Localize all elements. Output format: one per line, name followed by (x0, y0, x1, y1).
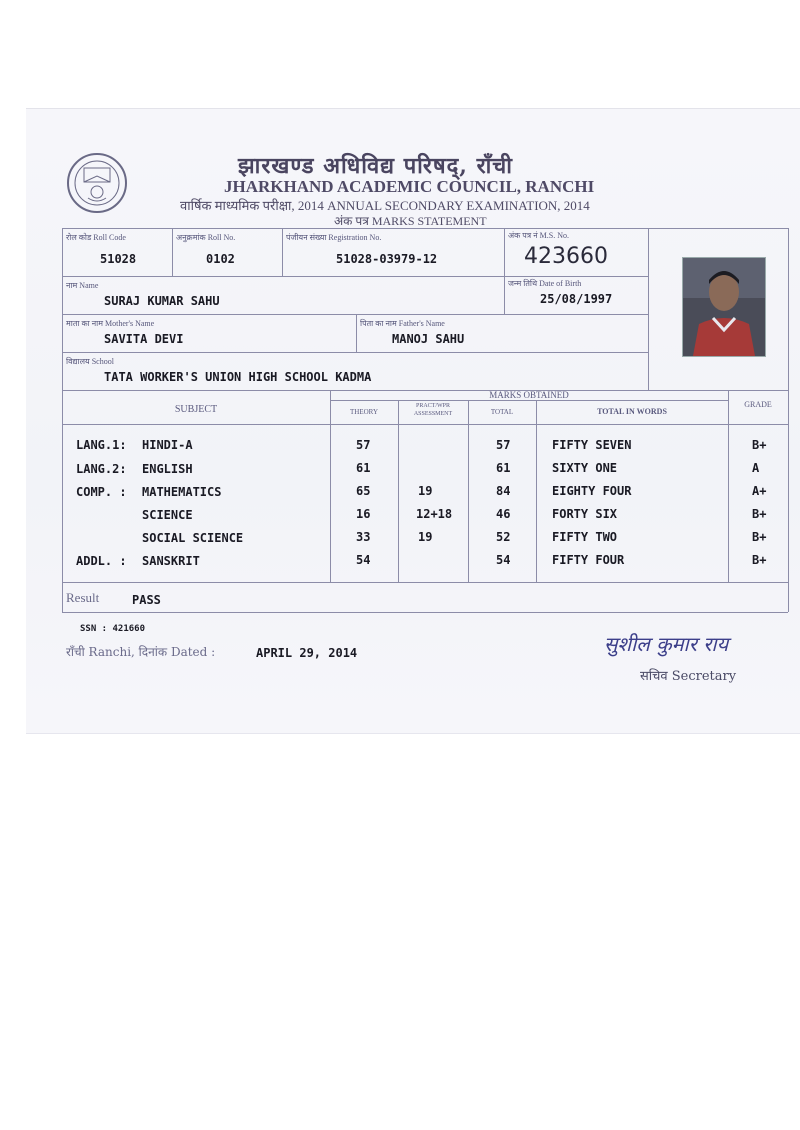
dob-label: जन्म तिथि Date of Birth (508, 279, 582, 288)
total-mark: 52 (496, 530, 511, 544)
title-hindi: झारखण्ड अधिविद्य परिषद्, राँची (238, 153, 513, 179)
registration-value: 51028-03979-12 (336, 252, 438, 266)
grade: B+ (752, 507, 767, 521)
result-value: PASS (132, 593, 161, 607)
theory-header: THEORY (350, 408, 378, 416)
mother-name: SAVITA DEVI (104, 332, 184, 346)
grade: B+ (752, 438, 767, 452)
roll-code-value: 51028 (100, 252, 137, 266)
council-emblem (66, 152, 128, 214)
pract-mark: 12+18 (416, 507, 453, 521)
date-value: APRIL 29, 2014 (256, 646, 358, 660)
roll-no-value: 0102 (206, 252, 235, 266)
subject-name: ENGLISH (142, 462, 193, 476)
subject-name: SCIENCE (142, 508, 193, 522)
roll-code-label: रोल कोड Roll Code (66, 233, 126, 242)
total-in-words-header: TOTAL IN WORDS (597, 407, 667, 416)
dob-value: 25/08/1997 (540, 292, 613, 306)
title-english: JHARKHAND ACADEMIC COUNCIL, RANCHI (224, 177, 595, 196)
father-name: MANOJ SAHU (392, 332, 465, 346)
total-mark: 57 (496, 438, 511, 452)
ssn-value: SSN : 421660 (80, 624, 146, 634)
student-photo (682, 257, 766, 357)
secretary-signature: सुशील कुमार राय (604, 632, 729, 656)
total-in-words: FORTY SIX (552, 507, 618, 521)
ms-no-value: 423660 (524, 244, 608, 269)
subject-prefix: COMP. : (76, 485, 127, 499)
theory-mark: 61 (356, 461, 371, 475)
total-in-words: EIGHTY FOUR (552, 484, 632, 498)
grade-header: GRADE (744, 400, 772, 409)
total-mark: 61 (496, 461, 511, 475)
theory-mark: 65 (356, 484, 371, 498)
grade: B+ (752, 530, 767, 544)
total-in-words: FIFTY FOUR (552, 553, 625, 567)
exam-line: वार्षिक माध्यमिक परीक्षा, 2014 ANNUAL SECONDARY EXAMINATION, 2014 (180, 198, 590, 213)
dated-label: राँची Ranchi, दिनांक Dated : (66, 645, 216, 659)
student-name: SURAJ KUMAR SAHU (104, 294, 220, 308)
doc-title: अंक पत्र MARKS STATEMENT (334, 214, 487, 228)
subject-name: SOCIAL SCIENCE (142, 531, 244, 545)
subject-prefix: LANG.1: (76, 438, 127, 452)
subject-prefix: ADDL. : (76, 554, 127, 568)
theory-mark: 16 (356, 507, 371, 521)
total-in-words: SIXTY ONE (552, 461, 618, 475)
pract-mark: 19 (418, 530, 433, 544)
total-header: TOTAL (490, 408, 514, 416)
marks-obtained-header: MARKS OBTAINED (489, 390, 569, 400)
pract-header-line2: ASSESSMENT (413, 411, 453, 417)
total-in-words: FIFTY SEVEN (552, 438, 632, 452)
name-label: नाम Name (66, 281, 99, 290)
theory-mark: 54 (356, 553, 371, 567)
subject-header: SUBJECT (174, 404, 218, 415)
grade: B+ (752, 553, 767, 567)
secretary-label: सचिव Secretary (640, 669, 737, 684)
total-mark: 54 (496, 553, 511, 567)
subject-prefix: LANG.2: (76, 462, 127, 476)
grade: A+ (752, 484, 767, 498)
result-label: Result (66, 590, 100, 605)
subject-name: HINDI-A (142, 438, 193, 452)
subject-name: MATHEMATICS (142, 485, 222, 499)
roll-no-label: अनुक्रमांक Roll No. (176, 233, 236, 242)
school-name: TATA WORKER'S UNION HIGH SCHOOL KADMA (104, 370, 372, 384)
father-label: पिता का नाम Father's Name (360, 319, 445, 328)
ms-no-label: अंक पत्र नं M.S. No. (508, 231, 569, 240)
mother-label: माता का नाम Mother's Name (66, 319, 155, 328)
pract-mark: 19 (418, 484, 433, 498)
pract-header-line1: PRACT/WPR (415, 403, 450, 409)
subject-name: SANSKRIT (142, 554, 200, 568)
theory-mark: 33 (356, 530, 371, 544)
theory-mark: 57 (356, 438, 371, 452)
total-in-words: FIFTY TWO (552, 530, 618, 544)
grade: A (752, 461, 760, 475)
school-label: विद्यालय School (66, 357, 114, 366)
total-mark: 46 (496, 507, 511, 521)
registration-label: पंजीयन संख्या Registration No. (286, 233, 382, 242)
total-mark: 84 (496, 484, 511, 498)
